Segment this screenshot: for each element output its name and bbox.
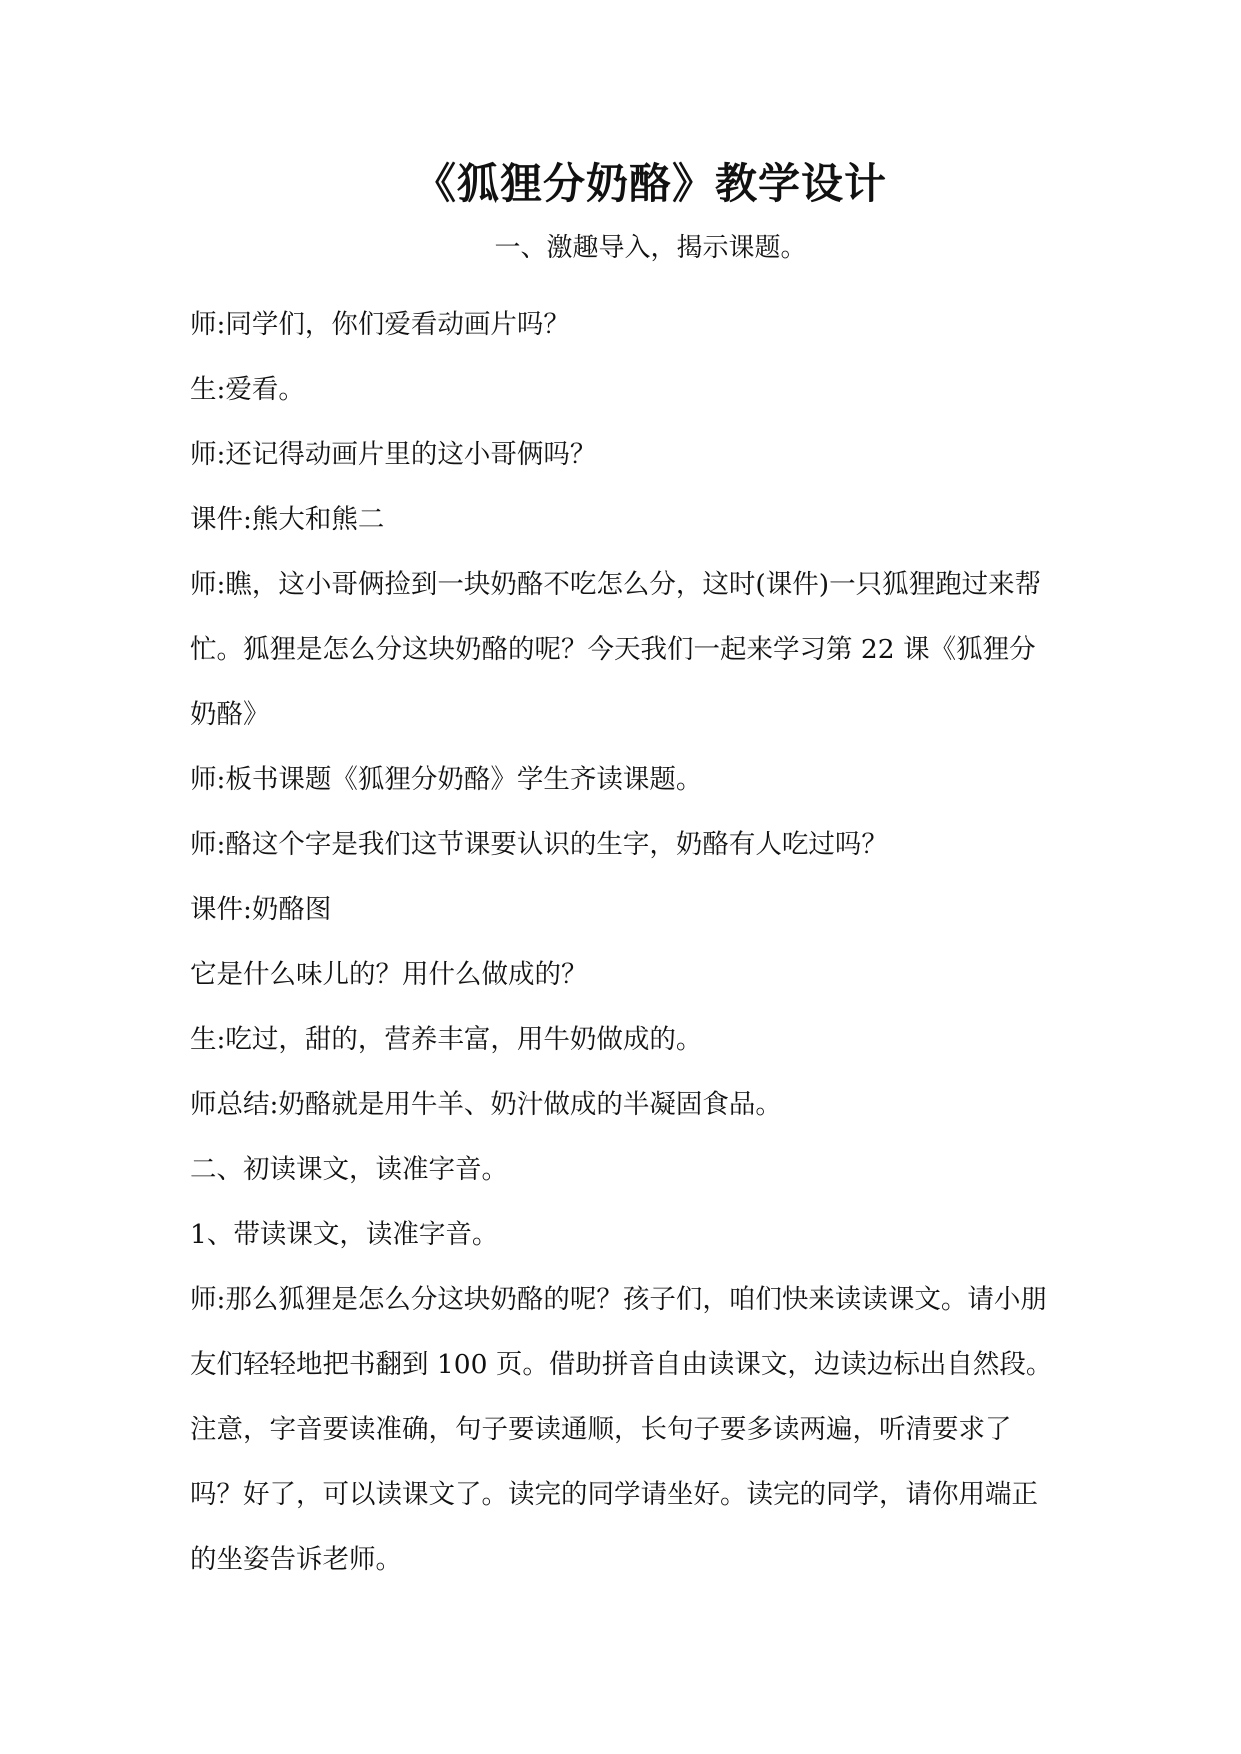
paragraph: 生:爱看。 xyxy=(190,374,305,405)
paragraph: 课件:奶酪图 xyxy=(190,894,332,925)
paragraph: 师:瞧，这小哥俩捡到一块奶酪不吃怎么分，这时(课件)一只狐狸跑过来帮忙。狐狸是怎么分这块奶酪的呢？今天我们一起来学习第 22 课《狐狸分奶酪》 xyxy=(190,569,1042,730)
document-body xyxy=(190,292,1060,1592)
section-heading-2: 二、初读课文，读准字音。 xyxy=(190,1154,508,1185)
paragraph: 它是什么味儿的？用什么做成的？ xyxy=(190,959,588,990)
paragraph: 生:吃过，甜的，营养丰富，用牛奶做成的。 xyxy=(190,1024,703,1055)
document-title: 《狐狸分奶酪》教学设计 xyxy=(413,159,887,208)
paragraph: 师:酪这个字是我们这节课要认识的生字，奶酪有人吃过吗？ xyxy=(190,829,888,860)
paragraph: 师:那么狐狸是怎么分这块奶酪的呢？孩子们，咱们快来读读课文。请小朋友们轻轻地把书翻到 100 页。借助拼音自由读课文，边读边标出自然段。注意，字音要读准确，句子要读通顺，长句子要多读两遍，听清要求了吗？好了，可以读课文了。读完的同学请坐好。读完的同学，请你用端正的坐姿告诉老师。 xyxy=(190,1284,1053,1575)
paragraph: 师总结:奶酪就是用牛羊、奶汁做成的半凝固食品。 xyxy=(190,1089,782,1120)
paragraph: 师:板书课题《狐狸分奶酪》学生齐读课题。 xyxy=(190,764,703,795)
section-heading-1: 一、激趣导入，揭示课题。 xyxy=(494,233,807,263)
subsection-heading: 1、带读课文，读准字音。 xyxy=(190,1219,499,1250)
paragraph: 师:还记得动画片里的这小哥俩吗？ xyxy=(190,439,597,470)
paragraph: 师:同学们，你们爱看动画片吗？ xyxy=(190,309,570,340)
paragraph: 课件:熊大和熊二 xyxy=(190,504,385,535)
